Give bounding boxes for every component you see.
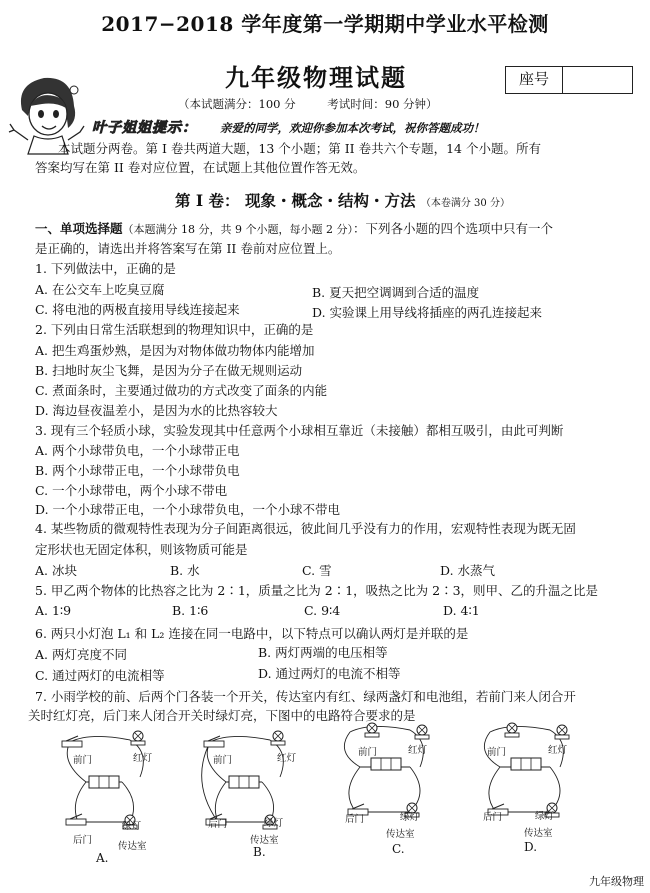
q6-stem: 6. 两只小灯泡 L₁ 和 L₂ 连接在同一电路中，以下特点可以确认两灯是并联的是	[35, 626, 469, 641]
q6-option-c: C. 通过两灯的电流相等	[35, 668, 165, 683]
circuit-diagrams	[30, 722, 600, 872]
exam-info	[178, 96, 466, 112]
q4-stem: 4. 某些物质的微观特性表现为分子间距离很远，彼此间几乎没有力的作用，宏观特性表现为既无固	[35, 521, 576, 536]
circuit-b-green-light: 绿灯	[264, 818, 284, 829]
seat-number-box	[505, 66, 633, 94]
option-d-label: D.	[524, 840, 538, 854]
q2-option-a: A. 把生鸡蛋炒熟，是因为对物体做功物体内能增加	[35, 343, 315, 358]
circuit-a-red-light: 红灯	[133, 753, 153, 764]
tip-label: 叶子姐姐提示：	[92, 120, 197, 136]
circuit-a-room: 传达室	[118, 841, 147, 852]
circuit-a-front-door: 前门	[73, 755, 93, 766]
circuit-b-back-door: 后门	[208, 819, 228, 830]
q6-option-b: B. 两灯两端的电压相等	[258, 645, 388, 660]
seat-value-field[interactable]	[563, 67, 632, 93]
q4-option-d: D. 水蒸气	[440, 563, 496, 578]
q7-stem: 7. 小雨学校的前、后两个门各装一个开关，传达室内有红、绿两盏灯和电池组，若前门来人闭合开	[35, 689, 576, 704]
circuit-b-front-door: 前门	[213, 755, 233, 766]
circuit-d-front-door: 前门	[487, 747, 507, 758]
seat-label: 座号	[506, 67, 563, 93]
section1-heading-rest: ：下列各小题的四个选项中只有一个	[353, 221, 554, 236]
part1-title	[175, 189, 510, 211]
section1-heading	[35, 219, 553, 237]
q2-option-c: C. 煮面条时，主要通过做功的方式改变了面条的内能	[35, 383, 328, 398]
q5-option-c: C. 9∶4	[304, 603, 341, 618]
part1-note: （本卷满分 30 分）	[420, 198, 510, 209]
circuit-d-room: 传达室	[524, 828, 553, 839]
circuit-a-green-light: 绿灯	[122, 821, 142, 832]
intro-line-2: 答案均写在第 II 卷对应位置，在试题上其他位置作答无效。	[35, 160, 366, 175]
circuit-a	[62, 731, 145, 829]
circuit-d-red-light: 红灯	[548, 745, 568, 756]
q4-option-c: C. 雪	[302, 563, 332, 578]
q1-stem: 1. 下列做法中，正确的是	[35, 261, 176, 276]
circuit-c-room: 传达室	[386, 829, 415, 840]
q6-option-a: A. 两灯亮度不同	[35, 647, 127, 662]
option-b-label: B.	[253, 845, 266, 859]
q4-stem-line2: 定形状也无固定体积，则该物质可能是	[35, 542, 248, 557]
circuit-b-red-light: 红灯	[277, 753, 297, 764]
q5-stem: 5. 甲乙两个物体的比热容之比为 2∶1，质量之比为 2∶1，吸热之比为 2∶3，则甲、乙的升温之比是	[35, 583, 599, 598]
q1-option-d: D. 实验课上用导线将插座的两孔连接起来	[312, 305, 543, 320]
q2-option-d: D. 海边昼夜温差小，是因为水的比热容较大	[35, 403, 278, 418]
exam-title: 2017−2018 学年度第一学期期中学业水平检测	[101, 12, 549, 36]
circuit-c-front-door: 前门	[358, 747, 378, 758]
q6-option-d: D. 通过两灯的电流不相等	[258, 666, 401, 681]
circuit-d	[484, 723, 569, 817]
q5-option-a: A. 1∶9	[35, 603, 72, 618]
circuit-c-back-door: 后门	[345, 814, 365, 825]
section1-heading-note: （本题满分 18 分，共 9 个小题，每小题 2 分）	[122, 223, 353, 236]
option-c-label: C.	[392, 842, 405, 856]
full-score: （本试题满分：100 分	[178, 97, 296, 111]
circuit-d-back-door: 后门	[483, 812, 503, 823]
q3-option-b: B. 两个小球带正电，一个小球带负电	[35, 463, 240, 478]
circuit-d-green-light: 绿灯	[535, 811, 555, 822]
intro-line-1: 本试题分两卷。第 I 卷共两道大题，13 个小题；第 II 卷共六个专题，14 个小题。所有	[58, 141, 541, 156]
q3-stem: 3. 现有三个轻质小球，实验发现其中任意两个小球相互靠近（未接触）都相互吸引，由此可判断	[35, 423, 564, 438]
q5-option-d: D. 4∶1	[443, 603, 480, 618]
q4-option-b: B. 水	[170, 563, 200, 578]
option-a-label: A.	[96, 851, 109, 865]
page-footer: 九年级物理	[589, 875, 644, 888]
q3-option-a: A. 两个小球带负电，一个小球带正电	[35, 443, 240, 458]
circuit-c	[344, 723, 429, 817]
exam-subtitle: 九年级物理试题	[225, 63, 407, 92]
q2-stem: 2. 下列由日常生活联想到的物理知识中，正确的是	[35, 322, 314, 337]
q7-stem-line2: 关时红灯亮，后门来人闭合开关时绿灯亮，下图中的电路符合要求的是	[28, 708, 416, 723]
circuit-c-green-light: 绿灯	[400, 812, 420, 823]
exam-time: 考试时间：90 分钟）	[327, 97, 438, 111]
q5-option-b: B. 1∶6	[172, 603, 209, 618]
q3-option-d: D. 一个小球带正电，一个小球带负电，一个小球不带电	[35, 502, 341, 517]
part1-title-text: 第 I 卷： 现象・概念・结构・方法	[175, 191, 416, 210]
circuit-a-back-door: 后门	[73, 835, 93, 846]
tip-text: 亲爱的同学，欢迎你参加本次考试，祝你答题成功！	[220, 121, 485, 135]
q4-option-a: A. 冰块	[35, 563, 77, 578]
q1-option-b: B. 夏天把空调调到合适的温度	[312, 285, 480, 300]
q1-option-a: A. 在公交车上吃臭豆腐	[35, 282, 165, 297]
circuit-b-room: 传达室	[250, 835, 279, 846]
circuit-c-red-light: 红灯	[408, 745, 428, 756]
section1-heading-bold: 一、单项选择题	[35, 221, 123, 236]
section1-heading-line2: 是正确的，请选出并将答案写在第 II 卷前对应位置上。	[35, 241, 341, 256]
q1-option-c: C. 将电池的两极直接用导线连接起来	[35, 302, 240, 317]
q3-option-c: C. 一个小球带电，两个小球不带电	[35, 483, 228, 498]
q2-option-b: B. 扫地时灰尘飞舞，是因为分子在做无规则运动	[35, 363, 303, 378]
